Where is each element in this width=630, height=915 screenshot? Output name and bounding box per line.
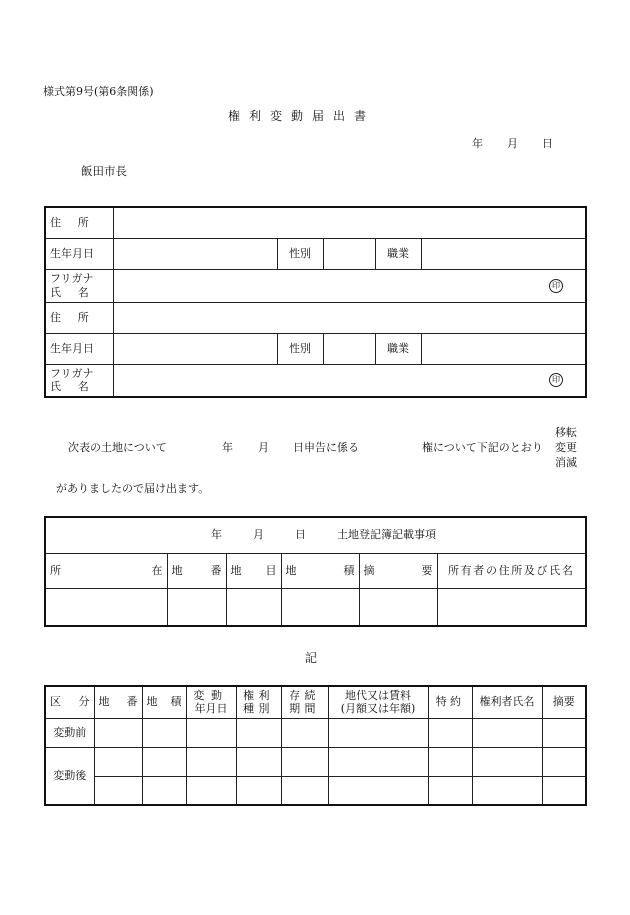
occupation-label-2: 職業 (375, 333, 421, 364)
option-transfer: 移転 (555, 426, 577, 439)
registry-table (44, 516, 587, 627)
birthdate-field-1[interactable] (113, 238, 277, 269)
name-field-2[interactable] (113, 364, 586, 397)
birthdate-label-1: 生年月日 (45, 238, 113, 269)
registry-cell[interactable] (281, 588, 359, 626)
sex-field-1[interactable] (323, 238, 375, 269)
statement-part3: 権について下記のとおり (422, 441, 543, 454)
name-label: 氏 名 (50, 285, 96, 299)
occupation-label-1: 職業 (375, 238, 421, 269)
change-cell[interactable] (472, 718, 542, 747)
change-cell[interactable] (542, 747, 586, 776)
change-cell[interactable] (472, 747, 542, 776)
name-label-1 (45, 269, 113, 302)
change-cell[interactable] (328, 747, 428, 776)
col-right-type: 権利 種別 (236, 686, 281, 718)
option-extinguish: 消滅 (555, 456, 577, 469)
registry-day: 日 (295, 528, 306, 542)
change-cell[interactable] (472, 776, 542, 805)
address-field-1[interactable] (113, 207, 586, 238)
sex-label-1: 性別 (277, 238, 323, 269)
col-duration: 存続 期間 (281, 686, 328, 718)
change-cell[interactable] (142, 718, 186, 747)
furigana-label: フリガナ (50, 366, 94, 380)
col-lot-number: 地 番 (167, 553, 226, 588)
change-cell[interactable] (186, 747, 236, 776)
col-owner: 所有者の住所及び氏名 (437, 553, 586, 588)
option-change: 変更 (555, 441, 577, 454)
registry-cell[interactable] (167, 588, 226, 626)
col-remarks: 摘 要 (359, 553, 437, 588)
col-rent: 地代又は賃料 (月額又は年額) (328, 686, 428, 718)
birthdate-label-2: 生年月日 (45, 333, 113, 364)
change-cell[interactable] (328, 718, 428, 747)
col-category: 区 分 (45, 686, 94, 718)
change-cell[interactable] (236, 776, 281, 805)
change-cell[interactable] (236, 718, 281, 747)
statement-month: 月 (258, 441, 269, 454)
registry-year: 年 (211, 528, 222, 542)
sex-field-2[interactable] (323, 333, 375, 364)
registry-cell[interactable] (226, 588, 281, 626)
change-cell[interactable] (428, 718, 472, 747)
statement-part1: 次表の土地について (68, 441, 167, 454)
col-change-area: 地 積 (142, 686, 186, 718)
col-special: 特約 (428, 686, 472, 718)
occupation-field-2[interactable] (421, 333, 586, 364)
change-cell[interactable] (94, 747, 142, 776)
registry-month: 月 (253, 528, 264, 542)
address-label-2: 住 所 (45, 302, 113, 333)
birthdate-field-2[interactable] (113, 333, 277, 364)
change-cell[interactable] (281, 718, 328, 747)
col-area: 地 積 (281, 553, 359, 588)
address-label-1: 住 所 (45, 207, 113, 238)
registry-cell[interactable] (359, 588, 437, 626)
change-cell[interactable] (428, 747, 472, 776)
date-day: 日 (542, 137, 553, 150)
party-table (44, 206, 587, 398)
col-location: 所 在 (45, 553, 167, 588)
change-cell[interactable] (542, 776, 586, 805)
col-land-category: 地 目 (226, 553, 281, 588)
row-before: 変動前 (45, 718, 94, 747)
statement-line2: がありましたので届け出ます。 (56, 482, 210, 495)
change-cell[interactable] (142, 776, 186, 805)
change-cell[interactable] (186, 776, 236, 805)
registry-header-label: 土地登記簿記載事項 (337, 528, 436, 542)
furigana-label: フリガナ (50, 271, 94, 285)
date-month: 月 (507, 137, 518, 150)
row-after: 変動後 (45, 747, 94, 805)
change-cell[interactable] (542, 718, 586, 747)
sex-label-2: 性別 (277, 333, 323, 364)
ki-heading: 記 (305, 651, 318, 665)
address-field-2[interactable] (113, 302, 586, 333)
change-cell[interactable] (428, 776, 472, 805)
seal-mark-2: 印 (549, 373, 563, 387)
change-cell[interactable] (328, 776, 428, 805)
registry-header (45, 517, 586, 553)
addressee: 飯田市長 (81, 164, 127, 178)
change-cell[interactable] (186, 718, 236, 747)
statement-part2: 日申告に係る (293, 441, 359, 454)
change-cell[interactable] (281, 747, 328, 776)
name-field-1[interactable] (113, 269, 586, 302)
change-cell[interactable] (142, 747, 186, 776)
registry-cell[interactable] (45, 588, 167, 626)
change-table (44, 685, 587, 806)
occupation-field-1[interactable] (421, 238, 586, 269)
name-label: 氏 名 (50, 380, 96, 394)
col-change-date: 変動 年月日 (186, 686, 236, 718)
form-number: 様式第9号(第6条関係) (43, 85, 154, 98)
col-change-remarks: 摘要 (542, 686, 586, 718)
statement-year: 年 (222, 441, 233, 454)
change-cell[interactable] (94, 776, 142, 805)
change-cell[interactable] (236, 747, 281, 776)
date-year: 年 (472, 137, 483, 150)
col-change-lot: 地 番 (94, 686, 142, 718)
registry-cell[interactable] (437, 588, 586, 626)
name-label-2 (45, 364, 113, 397)
change-cell[interactable] (281, 776, 328, 805)
col-holder: 権利者氏名 (472, 686, 542, 718)
change-cell[interactable] (94, 718, 142, 747)
document-title: 権利変動届出書 (228, 109, 376, 123)
seal-mark-1: 印 (549, 279, 563, 293)
